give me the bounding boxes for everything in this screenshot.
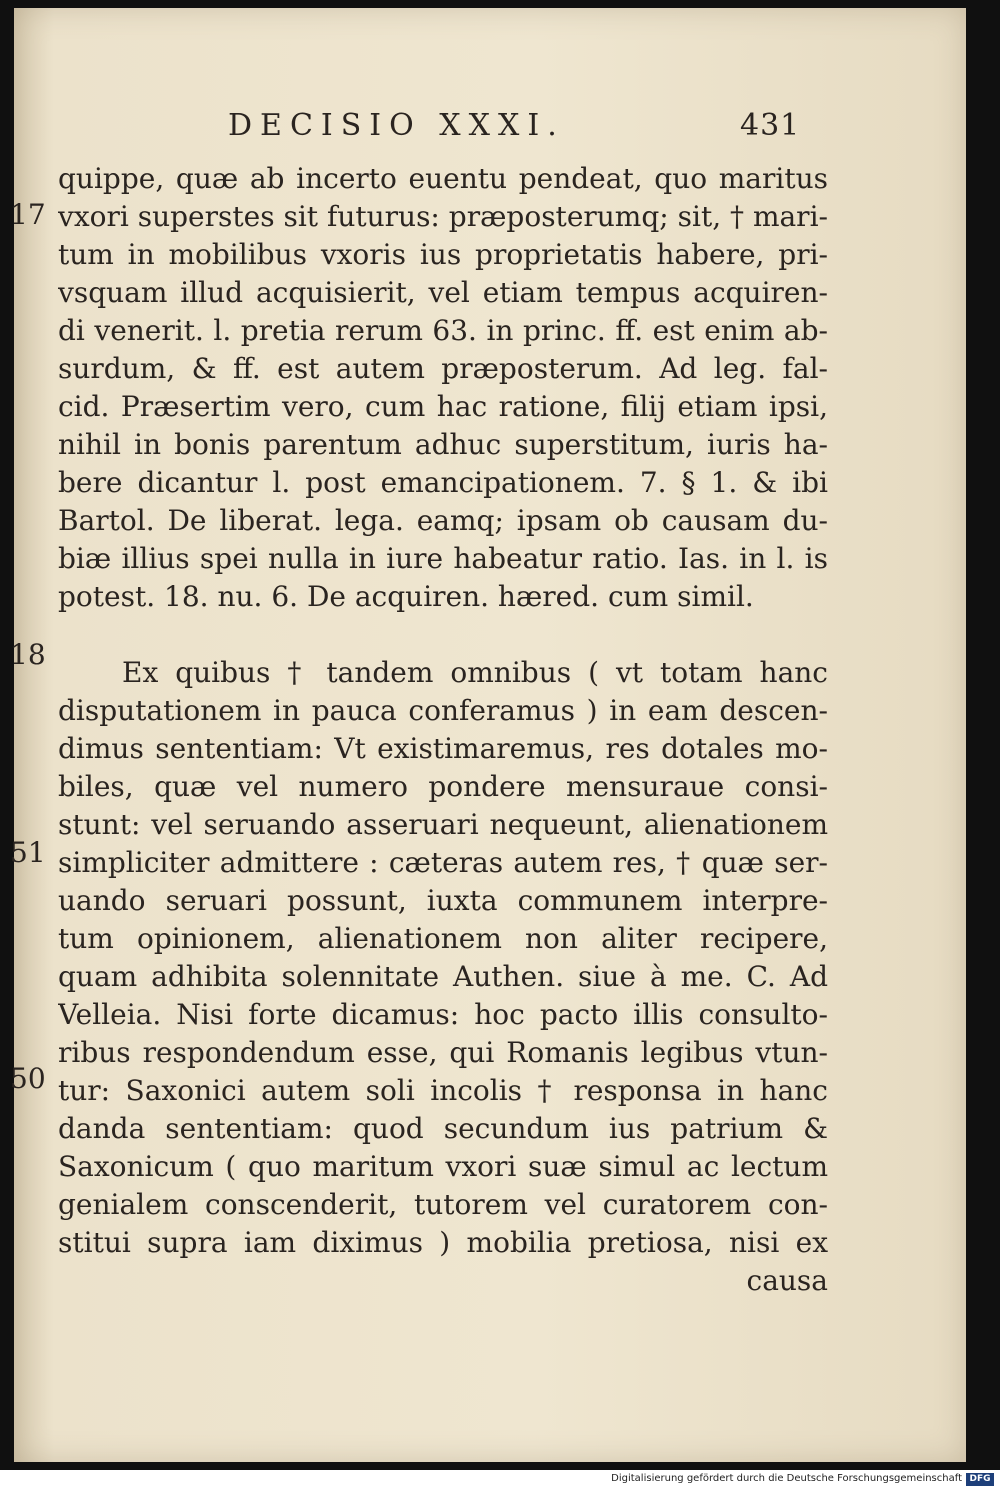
text-line: stitui supra iam diximus ) mobilia pretiosa, nisi ex (58, 1226, 828, 1259)
text-line: danda sententiam: quod secundum ius patrium & (58, 1112, 828, 1145)
running-head (14, 108, 966, 148)
footer-credit: Digitalisierung gefördert durch die Deutsche Forschungsgemeinschaft (611, 1473, 962, 1484)
text-line: Velleia. Nisi forte dicamus: hoc pacto illis consulto- (58, 998, 828, 1031)
text-line: quippe, quæ ab incerto euentu pendeat, quo maritus (58, 162, 828, 195)
text-line: Ex quibus † tandem omnibus ( vt totam hanc (122, 656, 828, 689)
text-line: vxori superstes sit futurus: præposterumq; sit, † mari- (58, 200, 828, 233)
text-line: simpliciter admittere : cæteras autem res, † quæ ser- (58, 846, 828, 879)
page-number: 431 (740, 108, 801, 143)
text-line: biæ illius spei nulla in iure habeatur ratio. Ias. in l. is (58, 542, 828, 575)
catchword: causa (746, 1264, 828, 1297)
text-line: quam adhibita solennitate Authen. siue à me. C. Ad (58, 960, 828, 993)
text-line: tum in mobilibus vxoris ius proprietatis habere, pri- (58, 238, 828, 271)
text-line: cid. Præsertim vero, cum hac ratione, filij etiam ipsi, (58, 390, 828, 423)
digitization-footer (0, 1470, 1000, 1489)
text-line: ribus respondendum esse, qui Romanis legibus vtun- (58, 1036, 828, 1069)
text-line: tur: Saxonici autem soli incolis † responsa in hanc (58, 1074, 828, 1107)
text-line: nihil in bonis parentum adhuc superstitum, iuris ha- (58, 428, 828, 461)
text-line: potest. 18. nu. 6. De acquiren. hæred. cum simil. (58, 580, 754, 613)
text-line: uando seruari possunt, iuxta communem interpre- (58, 884, 828, 917)
dfg-logo: DFG (966, 1473, 994, 1486)
text-line: dimus sententiam: Vt existimaremus, res dotales mo- (58, 732, 828, 765)
margin-number: 50 (10, 1062, 46, 1095)
text-line: disputationem in pauca conferamus ) in eam descen- (58, 694, 828, 727)
text-line: stunt: vel seruando asseruari nequeunt, alienationem (58, 808, 828, 841)
text-line: tum opinionem, alienationem non aliter recipere, (58, 922, 828, 955)
margin-number: 51 (10, 836, 46, 869)
margin-number: 17 (10, 198, 46, 231)
text-line: Bartol. De liberat. lega. eamq; ipsam ob causam du- (58, 504, 828, 537)
book-page (10, 8, 966, 1462)
text-line: biles, quæ vel numero pondere mensuraue consi- (58, 770, 828, 803)
text-line: di venerit. l. pretia rerum 63. in princ. ff. est enim ab- (58, 314, 828, 347)
text-line: surdum, & ff. est autem præposterum. Ad leg. fal- (58, 352, 828, 385)
paragraph-gap (58, 616, 828, 654)
text-line: bere dicantur l. post emancipationem. 7. § 1. & ibi (58, 466, 828, 499)
running-title: DECISIO XXXI. (228, 108, 565, 143)
text-line: genialem conscenderit, tutorem vel curatorem con- (58, 1188, 828, 1221)
text-line: vsquam illud acquisierit, vel etiam tempus acquiren- (58, 276, 828, 309)
text-line: Saxonicum ( quo maritum vxori suæ simul ac lectum (58, 1150, 828, 1183)
body-text (58, 160, 828, 1300)
margin-number: 18 (10, 638, 46, 671)
